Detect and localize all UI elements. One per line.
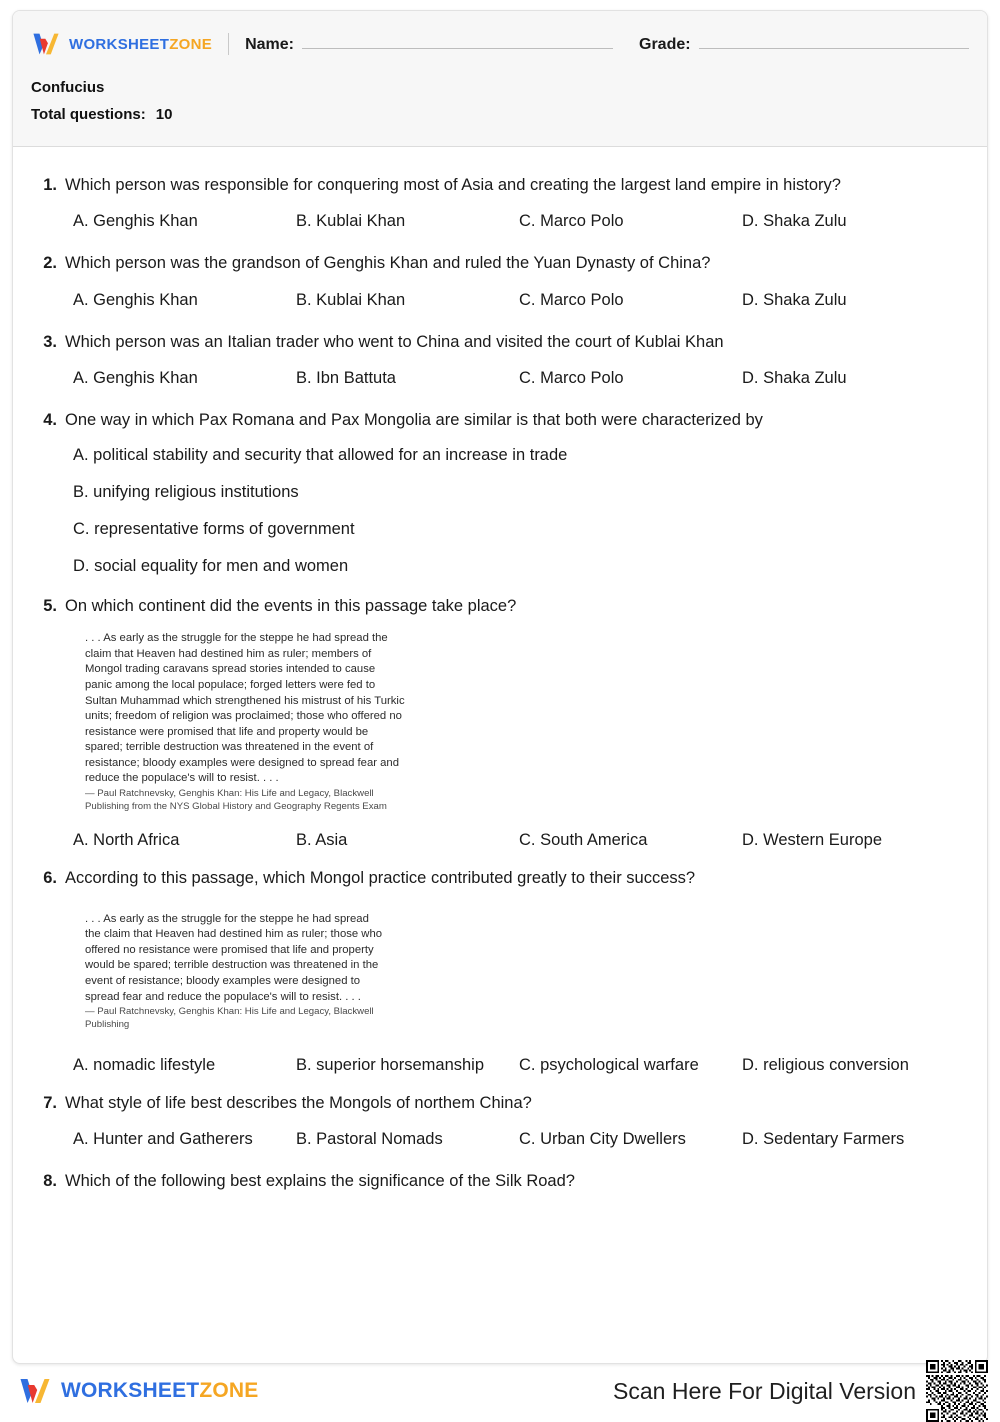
question-number: 2.: [43, 254, 57, 273]
worksheet-meta: [31, 79, 969, 123]
question-text: On which continent did the events in this passage take place?: [65, 596, 517, 615]
option-b[interactable]: B. Asia: [296, 831, 348, 850]
grade-input-line[interactable]: [699, 35, 969, 49]
option-c[interactable]: C. psychological warfare: [519, 1055, 699, 1074]
question-number: 8.: [43, 1171, 57, 1190]
name-input-line[interactable]: [302, 35, 613, 49]
answer-options: [35, 831, 965, 850]
option-c[interactable]: C. representative forms of government: [73, 519, 355, 538]
option-b[interactable]: B. Ibn Battuta: [296, 369, 396, 388]
question-text: According to this passage, which Mongol practice contributed greatly to their success?: [65, 869, 696, 888]
question-text: What style of life best describes the Mongols of northem China?: [65, 1093, 532, 1112]
brand-logo: [31, 31, 212, 57]
name-field[interactable]: [245, 35, 613, 54]
footer-brand-wordmark: [61, 1379, 258, 1403]
question-number: 4.: [43, 411, 57, 430]
footer-brand-word-zone: ZONE: [199, 1379, 259, 1402]
option-c[interactable]: C. South America: [519, 831, 648, 850]
question-stem: [35, 332, 965, 353]
option-a[interactable]: A. political stability and security that allowed for an increase in trade: [73, 445, 568, 464]
footer-brand-logo: [18, 1376, 258, 1406]
option-a[interactable]: A. North Africa: [73, 831, 180, 850]
passage-text: . . . As early as the struggle for the steppe he had spread the claim that Heaven had destined him as ruler; members of Mongol trading caravans spread stories intended to cause panic among the local populace; forged letters were fed to Sultan Muhammad which strengthened his mistrust of his Turkic units; freedom of religion was proclaimed; those who offered no resistance were promised that life and property would be spared; terrible destruction was threatened in the event of resistance; bloody examples were designed to spread fear and reduce the populace's will to resist. . . .: [85, 632, 405, 785]
question-text: One way in which Pax Romana and Pax Mongolia are similar is that both were characterized by: [65, 411, 763, 430]
option-a[interactable]: A. Hunter and Gatherers: [73, 1129, 253, 1148]
question-stem: [35, 175, 965, 196]
option-b[interactable]: B. Pastoral Nomads: [296, 1129, 443, 1148]
question-number: 1.: [43, 176, 57, 194]
option-d[interactable]: D. Sedentary Farmers: [742, 1129, 905, 1148]
option-d[interactable]: D. social equality for men and women: [73, 556, 349, 575]
scan-prompt-text: Scan Here For Digital Version: [613, 1377, 916, 1404]
total-questions-value: 10: [155, 106, 173, 123]
question-number: 5.: [43, 596, 57, 615]
option-a[interactable]: A. Genghis Khan: [73, 212, 198, 231]
option-b[interactable]: B. superior horsemanship: [296, 1055, 485, 1074]
question-4: [35, 410, 965, 575]
brand-word-worksheet: WORKSHEET: [69, 35, 170, 53]
option-b[interactable]: B. Kublai Khan: [296, 290, 406, 309]
question-text: Which person was the grandson of Genghis Khan and ruled the Yuan Dynasty of China?: [65, 254, 711, 273]
brand-word-zone: ZONE: [169, 35, 213, 53]
option-a[interactable]: A. nomadic lifestyle: [73, 1055, 216, 1074]
header-top-row: [31, 27, 969, 61]
question-text: Which person was responsible for conquering most of Asia and creating the largest land empire in history?: [65, 176, 841, 194]
answer-options: [35, 446, 965, 576]
option-b[interactable]: B. Kublai Khan: [296, 212, 406, 231]
passage-text: . . . As early as the struggle for the steppe he had spread the claim that Heaven had destined him as ruler; those who offered no resistance were promised that life and property would be spared; terrible destruction was threatened in the event of resistance; bloody examples were designed to spread fear and reduce the populace's will to resist. . . .: [85, 912, 383, 1003]
question-8: [35, 1171, 965, 1192]
question-number: 7.: [43, 1093, 57, 1112]
question-2: [35, 253, 965, 309]
question-3: [35, 332, 965, 388]
question-stem: [35, 596, 965, 617]
answer-options: [35, 212, 965, 231]
option-c[interactable]: C. Marco Polo: [519, 290, 624, 309]
page-title: Confucius: [31, 79, 105, 96]
passage-excerpt: [85, 912, 385, 1032]
total-questions: [31, 106, 969, 123]
option-c[interactable]: C. Marco Polo: [519, 212, 624, 231]
option-d[interactable]: D. Shaka Zulu: [742, 369, 847, 388]
worksheet-zone-logo-icon: [18, 1376, 52, 1406]
grade-field[interactable]: [639, 35, 969, 54]
option-b[interactable]: B. unifying religious institutions: [73, 482, 299, 501]
name-label: Name:: [245, 35, 294, 53]
passage-citation: — Paul Ratchnevsky, Genghis Khan: His Life and Legacy, Blackwell Publishing: [85, 1006, 374, 1030]
footer-brand-word-worksheet: WORKSHEET: [61, 1379, 200, 1402]
option-a[interactable]: A. Genghis Khan: [73, 369, 198, 388]
answer-options: [35, 1130, 965, 1149]
question-stem: [35, 410, 965, 431]
question-text: Which of the following best explains the significance of the Silk Road?: [65, 1171, 575, 1190]
option-a[interactable]: A. Genghis Khan: [73, 290, 198, 309]
answer-options: [35, 291, 965, 310]
worksheet-page: [12, 10, 988, 1364]
question-1: [35, 175, 965, 231]
questions-container: [13, 147, 987, 1192]
question-text: Which person was an Italian trader who went to China and visited the court of Kublai Khan: [65, 332, 724, 351]
question-stem: [35, 1093, 965, 1114]
passage-citation: — Paul Ratchnevsky, Genghis Khan: His Life and Legacy, Blackwell Publishing from the NYS Global History and Geography Regents Exam: [85, 787, 387, 812]
total-questions-label: Total questions:: [31, 106, 146, 123]
question-5: [35, 596, 965, 851]
answer-options: [35, 1056, 965, 1075]
grade-label: Grade:: [639, 35, 691, 53]
brand-wordmark: [69, 36, 212, 53]
worksheet-zone-logo-icon: [31, 31, 61, 57]
option-c[interactable]: C. Marco Polo: [519, 369, 624, 388]
qr-code-icon[interactable]: [926, 1360, 988, 1422]
question-stem: [35, 868, 965, 889]
header-divider: [228, 33, 229, 55]
answer-options: [35, 369, 965, 388]
question-6: [35, 868, 965, 1074]
passage-excerpt: [85, 631, 405, 813]
question-number: 6.: [43, 869, 57, 888]
option-c[interactable]: C. Urban City Dwellers: [519, 1129, 686, 1148]
worksheet-header: [13, 11, 987, 147]
question-stem: [35, 1171, 965, 1192]
worksheet-footer: [12, 1368, 988, 1414]
question-7: [35, 1093, 965, 1149]
option-d[interactable]: D. Western Europe: [742, 831, 883, 850]
question-stem: [35, 253, 965, 274]
option-d[interactable]: D. Shaka Zulu: [742, 290, 847, 309]
option-d[interactable]: D. Shaka Zulu: [742, 212, 847, 231]
question-number: 3.: [43, 332, 57, 351]
option-d[interactable]: D. religious conversion: [742, 1055, 909, 1074]
